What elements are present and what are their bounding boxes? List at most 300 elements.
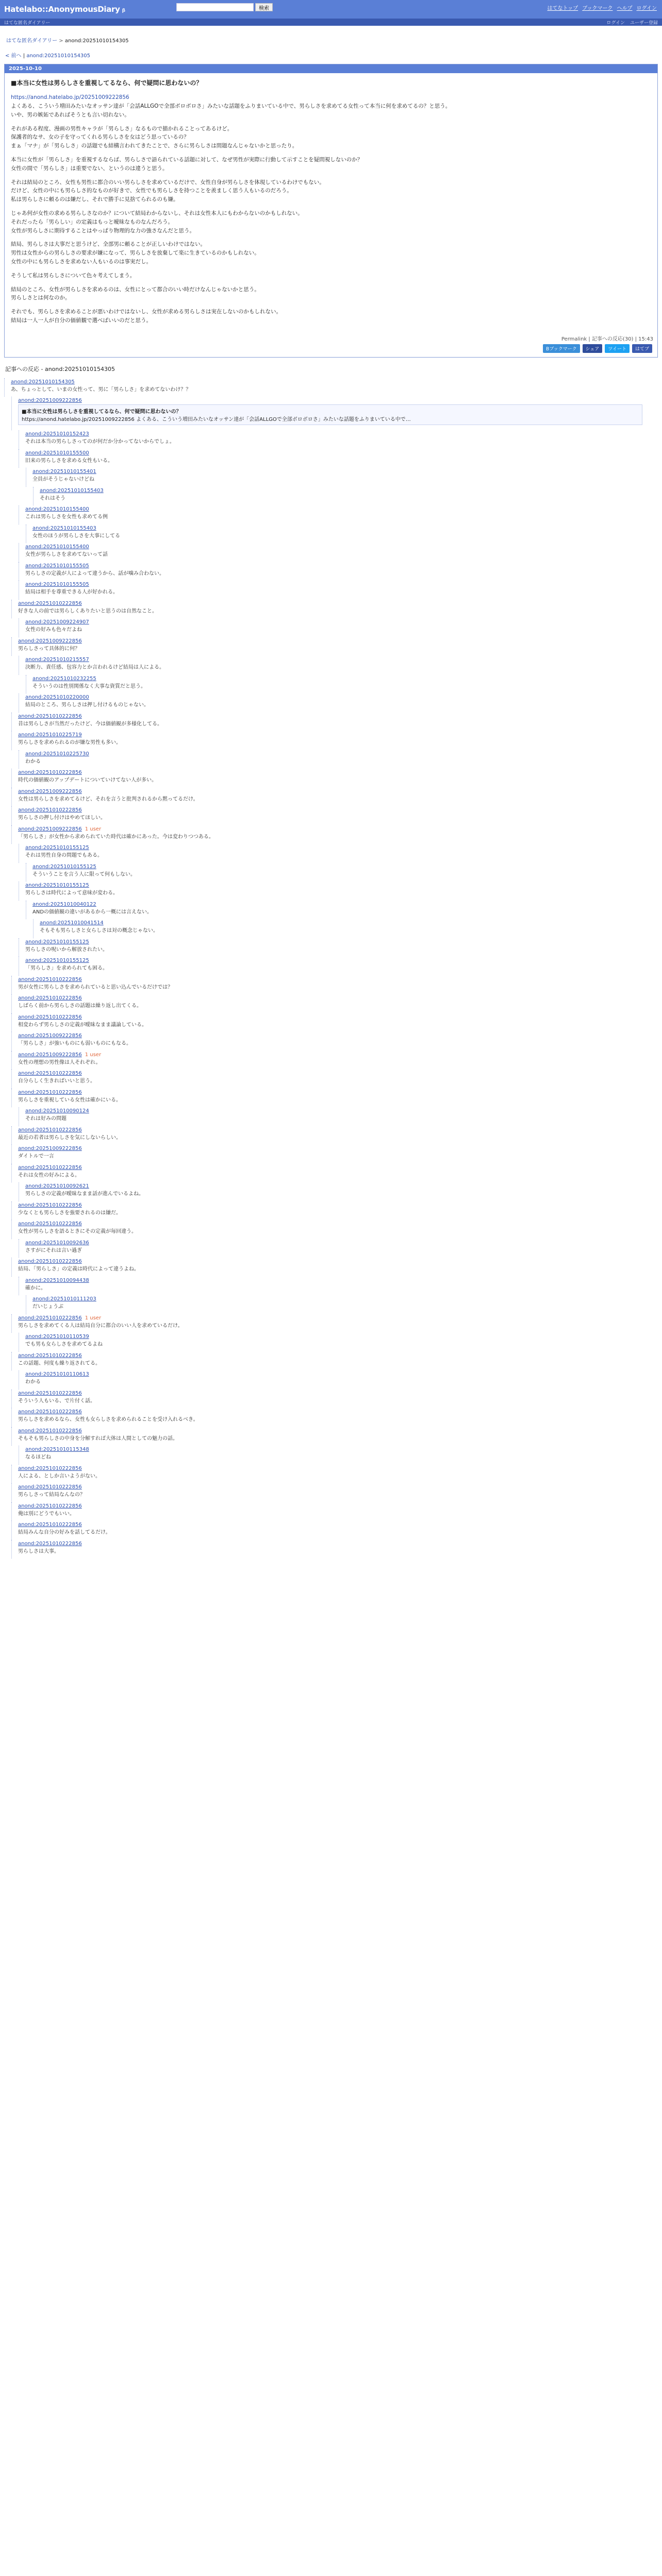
response-head bbox=[25, 544, 658, 550]
hatebu-button[interactable]: はてブ bbox=[632, 344, 652, 353]
response-id-link[interactable]: anond:20251010155403 bbox=[40, 487, 104, 494]
response-head bbox=[25, 1278, 658, 1283]
response-item bbox=[11, 1089, 658, 1108]
response-head bbox=[32, 864, 658, 870]
entry-line: 女性が男らしさに期待することはやっぱり物理的な力の強さなんだと思う。 bbox=[11, 227, 195, 234]
response-head bbox=[18, 1014, 658, 1020]
response-head bbox=[25, 958, 658, 963]
response-id-link[interactable]: anond:20251010040122 bbox=[32, 901, 96, 907]
response-body: 結局、「男らしさ」の定義は時代によって違うよね。 bbox=[18, 1266, 139, 1273]
entry-line: 男性は女性からの男らしさの要求が嫌になって、男らしさを放棄して楽に生きているのかもしれない。 bbox=[11, 250, 260, 257]
response-id-link[interactable]: anond:20251010094438 bbox=[25, 1277, 89, 1283]
breadcrumb-home[interactable]: はてな匿名ダイアリー bbox=[6, 38, 58, 44]
response-item bbox=[26, 863, 658, 882]
response-head bbox=[25, 450, 658, 456]
response-item bbox=[26, 901, 658, 920]
response-id-link[interactable]: anond:20251010090124 bbox=[25, 1108, 89, 1114]
response-id-link[interactable]: anond:20251010222856 bbox=[18, 1465, 82, 1471]
response-item bbox=[19, 562, 658, 581]
entry-line: 保護者的なサ、女の子を守ってくれる男らしさを女はどう思っているの？ bbox=[11, 134, 189, 141]
response-id-link[interactable]: anond:20251010232255 bbox=[32, 675, 96, 682]
response-item bbox=[11, 788, 658, 807]
response-item bbox=[11, 1427, 658, 1446]
response-head bbox=[25, 883, 658, 888]
response-head bbox=[32, 1296, 658, 1302]
response-body: 決断力、責任感、包容力とか言われるけど結局は人による。 bbox=[25, 665, 164, 671]
response-head bbox=[18, 1353, 658, 1359]
response-body: そもそも男らしさの中身を分解すれば大体は人間としての魅力の話。 bbox=[18, 1435, 178, 1442]
entry-footer[interactable]: Permalink | 記事への反応(30) | 15:43 bbox=[561, 336, 653, 342]
response-id-link[interactable]: anond:20251010110539 bbox=[25, 1334, 89, 1340]
response-body: 「男らしさ」を求められても困る。 bbox=[25, 965, 108, 972]
response-head bbox=[18, 732, 658, 738]
response-item bbox=[11, 1145, 658, 1164]
response-body: そういうのは性別関係なく大事な資質だと思う。 bbox=[32, 683, 146, 689]
response-id-link[interactable]: anond:20251010155400 bbox=[25, 544, 89, 550]
response-id-link[interactable]: anond:20251010222856 bbox=[18, 713, 82, 719]
search-bar bbox=[176, 3, 273, 11]
response-head bbox=[32, 902, 658, 907]
response-id-link[interactable]: anond:20251010222856 bbox=[18, 1522, 82, 1528]
response-body: それは本当の男らしさってのが何だか分かってないからでしょ。 bbox=[25, 439, 175, 445]
entry-paragraph bbox=[11, 93, 651, 119]
entry-line: だけど、女性の中にも男らしさ的なものが好きで、女性でも男らしさを持つことを羨ましく思う人もいるのだろう。 bbox=[11, 188, 292, 194]
response-body: 昔は男らしさが当然だったけど、今は価値観が多様化してる。 bbox=[18, 721, 162, 727]
response-body: 男らしさの呪いから解放されたい。 bbox=[25, 946, 108, 953]
response-id-link[interactable]: anond:20251010155125 bbox=[32, 863, 96, 870]
response-body: 人による、としか言いようがない。 bbox=[18, 1473, 101, 1479]
response-item bbox=[19, 1333, 658, 1352]
response-body: 男らしさを求めるなら、女性も女らしさを求められることを受け入れるべき。 bbox=[18, 1417, 198, 1423]
response-body: 全員がそうじゃないけどね bbox=[32, 477, 94, 483]
response-id-link[interactable]: anond:20251010222856 bbox=[18, 1089, 82, 1095]
response-head bbox=[25, 1183, 658, 1189]
response-id-link[interactable]: anond:20251010222856 bbox=[18, 770, 82, 776]
top-bar bbox=[0, 0, 662, 19]
response-body: 男らしさは大事。 bbox=[18, 1548, 59, 1554]
entry-line: そうして私は男らしさについて色々考えてしまう。 bbox=[11, 272, 136, 279]
response-id-link[interactable]: anond:20251010152423 bbox=[25, 431, 89, 437]
entry-paragraph bbox=[11, 285, 651, 303]
response-item bbox=[11, 769, 658, 788]
response-item bbox=[19, 1370, 658, 1389]
entry-paragraph bbox=[11, 240, 651, 266]
response-item bbox=[19, 618, 658, 637]
response-body: 結局のところ、男らしさは押し付けるものじゃない。 bbox=[25, 702, 149, 708]
response-item bbox=[11, 825, 658, 844]
response-head bbox=[18, 1259, 658, 1264]
response-id-link[interactable]: anond:20251009224907 bbox=[25, 619, 89, 625]
entry-line: 結局、男らしさは大事だと思うけど、全部男に頼ることが正しいわけではない。 bbox=[11, 241, 206, 248]
response-id-link[interactable]: anond:20251010222856 bbox=[18, 1259, 82, 1265]
response-id-link[interactable]: anond:20251010222856 bbox=[18, 1164, 82, 1171]
response-body: 時代の価値観のアップデートについていけてない人が多い。 bbox=[18, 777, 157, 784]
response-id-link[interactable]: anond:20251010222856 bbox=[18, 1428, 82, 1434]
response-head bbox=[40, 920, 658, 926]
response-head bbox=[18, 1522, 658, 1528]
response-id-link[interactable]: anond:20251009222856 bbox=[18, 398, 82, 404]
response-body: それは好みの問題 bbox=[25, 1116, 67, 1122]
entry-date: 2025-10-10 bbox=[5, 64, 657, 73]
entry-line: じゃあ何が女性の求める男らしさなのか？について結局わからないし、それは女性本人にもわからないのかもしれない。 bbox=[11, 210, 303, 216]
response-head bbox=[25, 1447, 658, 1452]
bottom-fade bbox=[0, 2569, 662, 2576]
beta-tag: β bbox=[122, 8, 125, 13]
response-item bbox=[19, 1182, 658, 1201]
response-item bbox=[11, 1070, 658, 1089]
response-item bbox=[11, 1483, 658, 1502]
response-id-link[interactable]: anond:20251010155125 bbox=[25, 845, 89, 851]
entry-body bbox=[5, 73, 657, 333]
entry-title[interactable]: ■本当に女性は男らしさを重視してるなら、何で疑問に思わないの？ bbox=[11, 79, 203, 87]
response-head bbox=[25, 619, 658, 625]
response-item bbox=[11, 713, 658, 732]
response-body: だいじょうぶ bbox=[32, 1304, 63, 1310]
response-body: なるほどね bbox=[25, 1454, 51, 1461]
response-id-link[interactable]: anond:20251010222856 bbox=[18, 1390, 82, 1396]
prev-link[interactable]: < 前へ bbox=[5, 53, 22, 59]
response-body: ダイトルで一言 bbox=[18, 1154, 54, 1160]
response-head bbox=[18, 977, 658, 982]
response-item bbox=[11, 1521, 658, 1540]
sub-bar bbox=[0, 19, 662, 26]
breadcrumb-current: anond:20251010154305 bbox=[64, 38, 129, 44]
response-item bbox=[11, 1352, 658, 1371]
response-body: 男が女性に男らしさを求められていると思い込んでいるだけでは？ bbox=[18, 984, 173, 990]
response-item bbox=[11, 1032, 658, 1051]
response-id-link[interactable]: anond:20251010155125 bbox=[25, 939, 89, 945]
response-body: 女性が男らしさを語るときにその定義が毎回違う。 bbox=[18, 1229, 137, 1235]
response-head bbox=[11, 379, 658, 385]
site-logo[interactable]: Hatelabo::AnonymousDiary β bbox=[4, 5, 125, 14]
response-id-link[interactable]: anond:20251009222856 bbox=[18, 638, 82, 644]
response-body: 女性が男らしさを求めてないって話 bbox=[25, 552, 108, 558]
response-item bbox=[4, 378, 658, 397]
share-bookmark-button[interactable]: Bブックマーク bbox=[543, 344, 580, 353]
entry-line: それは結局のところ、女性も男性に都合のいい男らしさを求めているだけで、女性自身が男らしさを体現しているわけでもない。 bbox=[11, 179, 325, 185]
response-item bbox=[26, 524, 658, 544]
search-button[interactable]: 検索 bbox=[255, 3, 273, 11]
response-item bbox=[11, 1201, 658, 1221]
response-item bbox=[11, 731, 658, 750]
menu-bookmark[interactable]: ブックマーク bbox=[582, 6, 613, 11]
response-id-link[interactable]: anond:20251010155505 bbox=[25, 563, 89, 569]
tweet-button[interactable]: ツイート bbox=[605, 344, 630, 353]
response-body: 男らしさって具体的に何？ bbox=[18, 646, 80, 652]
response-body: でも男も女らしさを求めてるよね bbox=[25, 1342, 103, 1348]
entry-line: 男らしさとは何なのか。 bbox=[11, 295, 71, 301]
response-body: そういう人もいる、で片付く話。 bbox=[18, 1398, 95, 1404]
response-body: 男らしさの押し付けはやめてほしい。 bbox=[18, 815, 106, 821]
response-id-link[interactable]: anond:20251010222856 bbox=[18, 1202, 82, 1208]
response-id-link[interactable]: anond:20251009222856 bbox=[18, 826, 82, 832]
sub-bar-title[interactable]: はてな匿名ダイアリー bbox=[4, 21, 51, 26]
response-body: それは女性の好みによる。 bbox=[18, 1172, 80, 1178]
entry-line: 私は男らしさに頼るのは嫌だし、それで勝手に見捨てられるのも嫌。 bbox=[11, 196, 179, 203]
response-body: 男らしさって結局なんなの？ bbox=[18, 1492, 85, 1498]
response-id-link[interactable]: anond:20251010092636 bbox=[25, 1240, 89, 1246]
entry-paragraphs bbox=[11, 93, 651, 325]
response-item bbox=[19, 693, 658, 713]
response-item bbox=[11, 806, 658, 825]
response-item bbox=[11, 1502, 658, 1521]
response-id-link[interactable]: anond:20251009222856 bbox=[18, 1052, 82, 1058]
entry-line: いや、男の嫉妬であればそうとも言い切れない。 bbox=[11, 111, 130, 118]
response-item bbox=[11, 1013, 658, 1032]
response-item bbox=[26, 1295, 658, 1314]
response-body: わかる bbox=[25, 1379, 41, 1385]
response-item bbox=[33, 919, 658, 938]
response-head bbox=[32, 469, 658, 474]
quoted-entry bbox=[18, 404, 642, 425]
quoted-body: https://anond.hatelabo.jp/20251009222856 よくある、こういう増田みたいなオッサン達が「会話ALLGOで全部ボロボロさ」みたいな話題をふりまいている中で… bbox=[22, 417, 411, 423]
sub-register[interactable]: ユーザー登録 bbox=[630, 21, 658, 26]
response-body: 結局は相手を尊重できる人が好かれる。 bbox=[25, 589, 118, 596]
response-item bbox=[26, 468, 658, 487]
entry-paragraph bbox=[11, 125, 651, 150]
response-id-link[interactable]: anond:20251010155400 bbox=[25, 506, 89, 513]
response-head bbox=[18, 1541, 658, 1547]
response-body: 確かに。 bbox=[25, 1285, 46, 1291]
responses-title: 記事への反応 - anond:20251010154305 bbox=[5, 365, 115, 372]
main-content bbox=[0, 26, 662, 1558]
response-body: さすがにそれは言い過ぎ bbox=[25, 1247, 82, 1253]
top-menu bbox=[547, 4, 657, 11]
current-entry-link[interactable]: anond:20251010154305 bbox=[26, 53, 91, 59]
response-item bbox=[11, 1540, 658, 1559]
response-id-link[interactable]: anond:20251009222856 bbox=[18, 1033, 82, 1039]
response-head bbox=[18, 1071, 658, 1076]
response-head bbox=[18, 714, 658, 719]
response-id-link[interactable]: anond:20251010110613 bbox=[25, 1371, 89, 1378]
response-head bbox=[18, 1052, 658, 1058]
response-head bbox=[18, 1146, 658, 1151]
response-item bbox=[11, 1408, 658, 1427]
response-body: 男らしさの定義が曖昧なまま話が進んでいるよね。 bbox=[25, 1191, 144, 1197]
response-item bbox=[19, 430, 658, 449]
response-id-link[interactable]: anond:20251010092621 bbox=[25, 1183, 89, 1190]
response-head bbox=[32, 676, 658, 682]
response-body: それは男性自身の問題でもある。 bbox=[25, 853, 103, 859]
entry-line: それでも、男らしさを求めることが悪いわけではないし、女性が求める男らしさは実在しないのかもしれない。 bbox=[11, 309, 282, 315]
response-id-link[interactable]: anond:20251010222856 bbox=[18, 1127, 82, 1133]
response-id-link[interactable]: anond:20251010222856 bbox=[18, 1315, 82, 1321]
response-item bbox=[19, 750, 658, 769]
response-body: わかる bbox=[25, 758, 41, 765]
response-head bbox=[18, 770, 658, 775]
response-body: 旧来の男らしさを求める女性もいる。 bbox=[25, 457, 113, 464]
response-id-link[interactable]: anond:20251010222856 bbox=[18, 1484, 82, 1490]
response-id-link[interactable]: anond:20251010155500 bbox=[25, 450, 89, 456]
response-body: この話題、何度も繰り返されてる。 bbox=[18, 1360, 101, 1366]
response-id-link[interactable]: anond:20251010222856 bbox=[18, 995, 82, 1002]
response-id-link[interactable]: anond:20251010155505 bbox=[25, 582, 89, 588]
share-button[interactable]: シェア bbox=[583, 344, 603, 353]
response-head bbox=[18, 1202, 658, 1208]
response-item bbox=[11, 1389, 658, 1409]
response-head bbox=[40, 488, 658, 494]
entry-line: 本当に女性が「男らしさ」を重視するならば、男らしさで語られている話題に対して、なぜ男性が実際に行動して示すことを疑問視しないのか？ bbox=[11, 156, 363, 163]
menu-hatena-top[interactable]: はてなトップ bbox=[547, 6, 578, 11]
response-item bbox=[11, 1126, 658, 1145]
response-item bbox=[19, 938, 658, 957]
response-body: 「男らしさ」が女性から求められていた時代は確かにあった。今は変わりつつある。 bbox=[18, 834, 214, 840]
response-head bbox=[18, 1409, 658, 1415]
entry-line: 女性の間で「男らしさ」は重要でない、というのは違うと思う。 bbox=[11, 165, 168, 172]
response-body: それはそう bbox=[40, 495, 65, 501]
entry-line: 結局は一人一人が自分の価値観で選べばいいのだと思う。 bbox=[11, 317, 152, 324]
response-head bbox=[18, 995, 658, 1001]
response-head bbox=[18, 1503, 658, 1509]
response-item bbox=[11, 1051, 658, 1070]
response-body: 男らしさの定義が人によって違うから、話が噛み合わない。 bbox=[25, 570, 164, 577]
response-body: 男らしさを求められるのが嫌な男性も多い。 bbox=[18, 740, 121, 746]
menu-login[interactable]: ログイン bbox=[636, 6, 657, 11]
response-id-link[interactable]: anond:20251010222856 bbox=[18, 600, 82, 606]
response-head bbox=[25, 582, 658, 587]
response-body: 「男らしさ」が強いものにも弱いものにもなる。 bbox=[18, 1041, 131, 1047]
response-id-link[interactable]: anond:20251010225730 bbox=[25, 751, 89, 757]
response-body: 結局みんな自分の好みを話してるだけ。 bbox=[18, 1530, 111, 1536]
response-head bbox=[18, 601, 658, 606]
response-head bbox=[18, 826, 658, 832]
response-id-link[interactable]: anond:20251010215557 bbox=[25, 657, 89, 663]
response-head bbox=[25, 1371, 658, 1377]
response-head bbox=[18, 789, 658, 794]
response-head bbox=[25, 1108, 658, 1114]
search-input[interactable] bbox=[176, 3, 254, 11]
response-id-link[interactable]: anond:20251010222856 bbox=[18, 1409, 82, 1415]
response-item bbox=[11, 976, 658, 995]
response-item bbox=[19, 1107, 658, 1126]
response-id-link[interactable]: anond:20251010222856 bbox=[18, 1014, 82, 1020]
entry-source-link[interactable]: https://anond.hatelabo.jp/20251009222856 bbox=[11, 94, 129, 101]
response-id-link[interactable]: anond:20251010222856 bbox=[18, 1071, 82, 1077]
entry-paragraph bbox=[11, 209, 651, 235]
entry-paragraph bbox=[11, 178, 651, 204]
response-id-link[interactable]: anond:20251010155125 bbox=[25, 883, 89, 889]
response-body: そういうことを言う人に限って何もしない。 bbox=[32, 871, 136, 877]
response-id-link[interactable]: anond:20251010111203 bbox=[32, 1296, 96, 1302]
response-item bbox=[19, 1277, 658, 1296]
response-id-link[interactable]: anond:20251010222856 bbox=[18, 807, 82, 814]
response-body: ANDの価値観の違いがあるから一概には言えない。 bbox=[32, 909, 153, 915]
response-id-link[interactable]: anond:20251010222856 bbox=[18, 1503, 82, 1509]
response-body: 男らしさを重視している女性は確かにいる。 bbox=[18, 1097, 121, 1103]
response-id-link[interactable]: anond:20251010154305 bbox=[11, 379, 75, 385]
response-id-link[interactable]: anond:20251010222856 bbox=[18, 1352, 82, 1359]
response-id-link[interactable]: anond:20251010115348 bbox=[25, 1447, 89, 1453]
response-id-link[interactable]: anond:20251010220000 bbox=[25, 694, 89, 701]
breadcrumb: はてな匿名ダイアリー > anond:20251010154305 bbox=[6, 38, 129, 44]
response-head bbox=[18, 1221, 658, 1227]
response-id-link[interactable]: anond:20251009222856 bbox=[18, 788, 82, 794]
response-body: しばらく前から男らしさの話題は繰り返し出てくる。 bbox=[18, 1003, 142, 1009]
response-item bbox=[19, 1446, 658, 1465]
share-buttons bbox=[5, 344, 657, 357]
response-body: 女性の好みも色々だよね bbox=[25, 627, 82, 633]
entry-paragraph bbox=[11, 272, 651, 280]
response-head bbox=[18, 1127, 658, 1133]
menu-help[interactable]: ヘルプ bbox=[617, 6, 633, 11]
response-body: 相変わらず男らしさの定義が曖昧なまま議論している。 bbox=[18, 1022, 147, 1028]
response-body: 男らしさを求めてくる人は結局自分に都合のいい人を求めているだけ。 bbox=[18, 1323, 183, 1329]
response-head bbox=[32, 526, 658, 531]
response-head bbox=[18, 398, 658, 403]
response-body: これは男らしさを女性も求めてる例 bbox=[25, 514, 108, 520]
entry-line: よくある、こういう増田みたいなオッサン達が「会話ALLGOで全部ボロボロさ」みたいな話題をふりまいている中で、男らしさを求めてる女性って本当に何を求めてるの？と思う。 bbox=[11, 103, 451, 109]
sub-login[interactable]: ログイン bbox=[606, 21, 625, 26]
response-id-link[interactable]: anond:20251010222856 bbox=[18, 976, 82, 982]
response-body: 俺は別にどうでもいい。 bbox=[18, 1511, 75, 1517]
entry-line: それがある程度、漫画の男性キャラが「男らしさ」なるもので描かれることってあるけど。 bbox=[11, 125, 233, 132]
bookmark-count-badge[interactable]: 1 user bbox=[85, 826, 102, 832]
response-head bbox=[25, 563, 658, 569]
response-head bbox=[18, 807, 658, 813]
response-body: 最近の若者は男らしさを気にしないらしい。 bbox=[18, 1134, 121, 1141]
entry-paragraph bbox=[11, 156, 651, 173]
bookmark-count-badge[interactable]: 1 user bbox=[85, 1315, 102, 1321]
response-head bbox=[18, 1315, 658, 1321]
response-id-link[interactable]: anond:20251009222856 bbox=[18, 1146, 82, 1152]
response-item bbox=[19, 449, 658, 468]
response-item bbox=[11, 600, 658, 619]
response-head bbox=[25, 751, 658, 757]
response-head bbox=[25, 506, 658, 512]
response-item bbox=[19, 543, 658, 562]
response-id-link[interactable]: anond:20251010155125 bbox=[25, 958, 89, 964]
response-id-link[interactable]: anond:20251010222856 bbox=[18, 1540, 82, 1547]
response-id-link[interactable]: anond:20251010155403 bbox=[32, 525, 96, 531]
responses-tree bbox=[4, 378, 658, 1559]
response-item bbox=[19, 656, 658, 675]
entry-paragraph bbox=[11, 308, 651, 325]
response-item bbox=[19, 844, 658, 863]
response-item bbox=[19, 957, 658, 976]
entry bbox=[4, 64, 658, 358]
response-item bbox=[11, 994, 658, 1013]
response-id-link[interactable]: anond:20251010222856 bbox=[18, 1221, 82, 1227]
response-body: 少なくとも男らしさを強要されるのは嫌だ。 bbox=[18, 1210, 121, 1216]
response-body: 自分らしく生きればいいと思う。 bbox=[18, 1078, 95, 1084]
quoted-title[interactable]: ■本当に女性は男らしさを重視してるなら、何で疑問に思わないの？ bbox=[22, 409, 181, 415]
response-id-link[interactable]: anond:20251010041514 bbox=[40, 920, 104, 926]
response-body: 男らしさは時代によって意味が変わる。 bbox=[25, 890, 118, 896]
response-head bbox=[25, 657, 658, 663]
response-head bbox=[18, 1466, 658, 1471]
response-item bbox=[11, 1258, 658, 1277]
response-item bbox=[11, 637, 658, 656]
response-item bbox=[11, 1164, 658, 1183]
response-id-link[interactable]: anond:20251010155401 bbox=[32, 469, 96, 475]
response-body: 女性のほうが男らしさを大事にしてる bbox=[32, 533, 120, 539]
bookmark-count-badge[interactable]: 1 user bbox=[85, 1052, 102, 1058]
response-head bbox=[25, 431, 658, 437]
response-head bbox=[18, 1484, 658, 1490]
entry-line: それだったら「男らしい」の定義はもっと曖昧なものなんだろう。 bbox=[11, 218, 173, 225]
response-body: 女性の理想の男性像は人それぞれ。 bbox=[18, 1059, 101, 1065]
response-id-link[interactable]: anond:20251010225719 bbox=[18, 732, 82, 738]
response-head bbox=[18, 1033, 658, 1039]
response-head bbox=[18, 638, 658, 644]
nav-separator: | bbox=[23, 53, 25, 59]
response-item bbox=[11, 397, 658, 430]
response-item bbox=[11, 1314, 658, 1333]
response-item bbox=[11, 1220, 658, 1239]
response-item bbox=[19, 581, 658, 600]
response-item bbox=[19, 505, 658, 524]
response-item bbox=[26, 675, 658, 694]
